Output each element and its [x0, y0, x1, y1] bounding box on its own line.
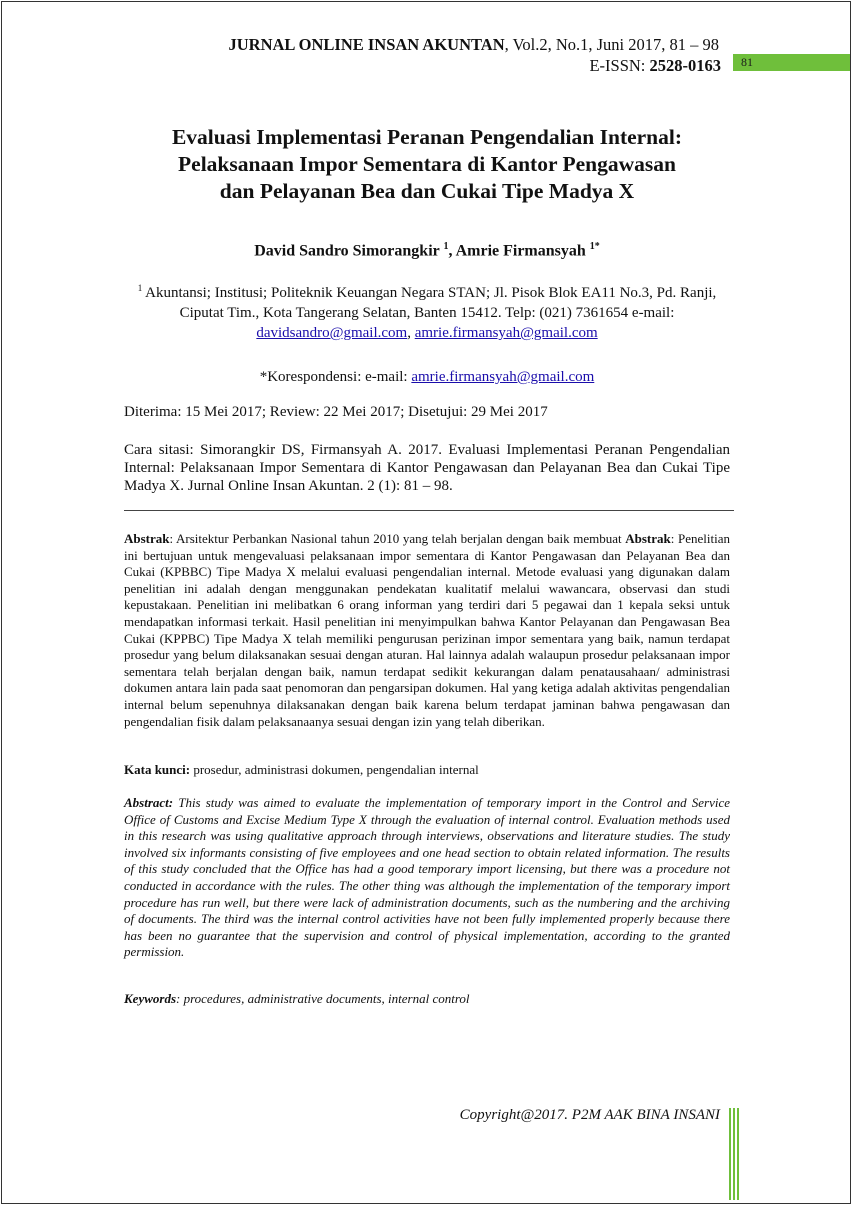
- author-2-sup: 1*: [589, 241, 600, 252]
- title-line-2: Pelaksanaan Impor Sementara di Kantor Pengawasan: [178, 152, 676, 176]
- affiliation: [124, 278, 730, 343]
- page-number-badge: [733, 54, 850, 71]
- email-link-1[interactable]: davidsandro@gmail.com: [256, 325, 408, 341]
- author-separator: ,: [448, 242, 456, 260]
- divider: [124, 510, 734, 511]
- abstrak-text-2: : Penelitian ini bertujuan untuk mengevaluasi pelaksanaan impor sementara di Kantor Pengawasan dan Pelayanan Bea dan Cukai (KPBBC) Tipe Madya X melalui evaluasi pengendalian internal. Metode evaluasi yang digunakan dalam penelitian ini adalah dengan menggunakan pendekatan kualitatif melalui wawancara, observasi dan studi kepustakaan. Penelitian ini melibatkan 6 orang informan yang terdiri dari 5 pegawai dan 1 kepala seksi untuk mendapatkan informasi terkait. Hasil penelitian ini menyimpulkan bahwa Kantor Pelayanan dan Pengawasan Bea Cukai (KPPBC) Tipe Madya X telah memiliki pengurusan perizinan impor sementara yang baik, namun terdapat prosedur yang belum dilaksanakan sesuai dengan aturan. Hal lainnya adalah walaupun prosedur pelaksanaan impor sementara telah berjalan dengan baik, namun terdapat sedikit kekurangan dalam penatausahaan/ administrasi dokumen antara lain pada saat penomoran dan pengarsipan dokumen. Hal yang ketiga adalah aktivitas pengendalian internal belum sepenuhnya dilaksanakan dengan baik karena belum terdapat jaminan bahwa pengawasan dan pengendalian fisik dalam pelaksanaanya sesuai dengan izin yang telah diberikan.: [124, 531, 730, 729]
- keywords-en-label: Keywords: [124, 991, 176, 1006]
- affiliation-sup: 1: [137, 283, 143, 293]
- correspondence: [124, 369, 730, 386]
- abstrak-label: Abstrak: [124, 531, 170, 546]
- bar-3: [737, 1108, 739, 1200]
- kata-kunci-label: Kata kunci:: [124, 762, 191, 777]
- kata-kunci: [124, 762, 479, 778]
- author-1-sup: 1: [443, 241, 449, 252]
- keywords-en-text: : procedures, administrative documents, internal control: [176, 991, 470, 1006]
- abstract-en: [124, 795, 730, 961]
- keywords-en: [124, 991, 470, 1007]
- author-2: Amrie Firmansyah: [455, 242, 590, 260]
- abstrak-label-2: Abstrak: [625, 531, 671, 546]
- article-title: [100, 124, 754, 205]
- bar-1: [729, 1108, 731, 1200]
- page-number: 81: [741, 55, 753, 69]
- email-separator: ,: [407, 325, 415, 341]
- journal-name: JURNAL ONLINE INSAN AKUNTAN: [228, 35, 505, 54]
- correspondence-label: *Korespondensi: e-mail:: [259, 369, 412, 385]
- bar-2: [733, 1108, 735, 1200]
- article-dates: Diterima: 15 Mei 2017; Review: 22 Mei 2017; Disetujui: 29 Mei 2017: [124, 404, 548, 420]
- author-list: [100, 241, 754, 260]
- correspondence-email-link[interactable]: amrie.firmansyah@gmail.com: [411, 369, 595, 385]
- citation: Cara sitasi: Simorangkir DS, Firmansyah A. 2017. Evaluasi Implementasi Peranan Pengendalian Internal: Pelaksanaan Impor Sementara di Kantor Pengawasan dan Pelayanan Bea dan Cukai Tipe Madya X. Jurnal Online Insan Akuntan. 2 (1): 81 – 98.: [124, 442, 730, 494]
- kata-kunci-text: prosedur, administrasi dokumen, pengendalian internal: [190, 762, 479, 777]
- decorative-bars: [729, 1108, 741, 1200]
- journal-header: [229, 35, 719, 55]
- email-link-2[interactable]: amrie.firmansyah@gmail.com: [414, 325, 598, 341]
- abstract-en-label: Abstract:: [124, 795, 174, 810]
- copyright: Copyright@2017. P2M AAK BINA INSANI: [459, 1107, 720, 1123]
- eissn-line: [589, 56, 721, 76]
- eissn-label: E-ISSN:: [589, 56, 650, 75]
- abstract-en-text: This study was aimed to evaluate the implementation of temporary import in the Control and Service Office of Customs and Excise Medium Type X through the evaluation of internal control. Evaluation methods used in this research was using qualitative approach through interviews, observations and literature studies. The study involved six informants consisting of five employees and one head section to obtain related information. The results of this study concluded that the Office has had a good temporary import licensing, but there was a procedure not conducted in accordance with the rules. The other thing was although the implementation of the temporary import procedure has run well, but there were lack of administration documents, such as the numbering and the archiving of documents. The third was the internal control activities have not been fully implemented properly because there has been no guarantee that the supervision and control of physical implementation, according to the granted permission.: [124, 795, 730, 960]
- title-line-1: Evaluasi Implementasi Peranan Pengendalian Internal:: [171, 125, 683, 149]
- eissn-value: 2528-0163: [649, 56, 721, 75]
- abstrak-id: [124, 531, 730, 730]
- affiliation-text: Akuntansi; Institusi; Politeknik Keuangan Negara STAN; Jl. Pisok Blok EA11 No.3, Pd. Ranji, Ciputat Tim., Kota Tangerang Selatan, Banten 15412. Telp: (021) 7361654 e-mail:: [142, 285, 717, 321]
- volume-info: , Vol.2, No.1, Juni 2017, 81 – 98: [504, 35, 719, 54]
- title-line-3: dan Pelayanan Bea dan Cukai Tipe Madya X: [219, 179, 635, 203]
- abstrak-text-1: : Arsitektur Perbankan Nasional tahun 2010 yang telah berjalan dengan baik membuat: [169, 531, 626, 546]
- author-1: David Sandro Simorangkir: [254, 242, 444, 260]
